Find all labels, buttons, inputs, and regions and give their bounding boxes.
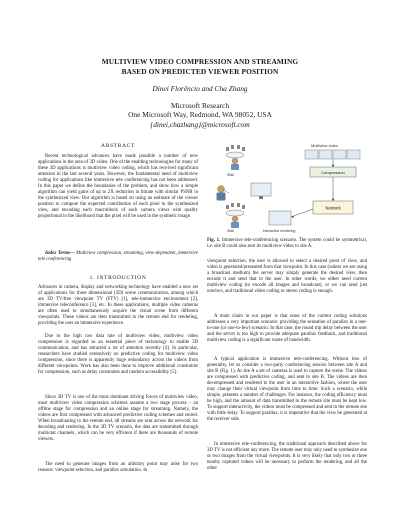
intro-paragraph-2: Due to the high raw data rate of multiview video, multiview video compression is regarded as an essential piece of technology to enable 3D communication, and has attracted a lot of attention recently [4]. In particular, researchers have studied extensively on predictive coding for multiview video compression, since there is apparently huge redundancy across the videos from different viewpoints. Work has also been done to improve additional constraints for compression, such as delay constraints and random accessibility [5]. <box>38 334 198 376</box>
index-terms-text: Multiview compression, streaming, view-dependent, immersive tele conferencing <box>38 251 198 263</box>
label-multiview-video: Multiview video <box>311 143 339 148</box>
abstract-body: Recent technological advances have made possible a number of new applications in the area of 3D video. One of the enabling technologies for many of these 3D applications is multiview video coding, which has received significant attention in the last several years. However, the fundamental need of multiview coding for applications like immersive tele conferencing has not been addressed. In this paper we define the boundaries of the problem, and show how a simple algorithm can yield gains of up to 2X reduction in bitrate with similar PSNR in the synthesized view. Our algorithm is based on using an estimate of the viewer position to compute the expected contribution of each pixel to the synthesized view, and encoding each macroblock of each camera views with quality proportional to the likelihood that the pixel will be used in the synthetic image. <box>38 154 198 220</box>
right-paragraph-2: A main claim in our paper is that none of the current coding solutions addresses a very important scenario: providing the sensation of parallax in a one-to-one (or one-to-few) scenario. In that case, the round trip delay between the user and the server is too high to provide adequate parallax feedback, and traditional multiview coding is a significant waste of bandwidth. <box>207 314 367 344</box>
intro-paragraph-1: Advances in camera, display and networking technology have enabled a new set of applications for three dimensional (3D) scene communication, among which are 3D TV/free viewpoint TV (FTV) [1], tele-immersive environment [2], immersive teleconference [3], etc. In these applications, multiple video cameras are often used to simultaneously acquire the visual scene from different viewpoints. These videos are then transmitted to the remote end for rendering, providing the user an immersive experience. <box>38 285 198 327</box>
label-stall-bottom: Stall <box>227 229 234 233</box>
arrowhead-compression-network <box>332 199 335 201</box>
label-interactive-rendering: Interactive rendering <box>262 229 296 233</box>
label-compression: Compression <box>321 169 345 175</box>
abstract-heading: ABSTRACT <box>100 143 136 149</box>
introduction-heading: 1. INTRODUCTION <box>89 275 147 281</box>
paper-title <box>40 57 360 76</box>
right-paragraph-1: viewpoint selection, the user is allowed to select a desired point of view, and video is generated/presented from that viewpoint. In this case (unless we are using a broadcast medium) the server may simply generate the desired view, then encode it and send that to the user. In other words, we either need current multiview coding (to encode all images and broadcast), or we can send just one/two, and traditional video coding or stereo coding is enough. <box>207 259 367 295</box>
affiliation-email: {dinei,chazhang}@microsoft.com <box>150 119 250 129</box>
figure-1-caption <box>207 238 367 250</box>
label-network: Network <box>325 205 341 211</box>
multiview-video-stack <box>305 150 360 159</box>
title-line-1: MULTIVIEW VIDEO COMPRESSION AND STREAMING <box>101 57 299 66</box>
index-terms <box>38 251 198 263</box>
caption-text: Immersive tele-conferencing scenario. The system could be symmetrical, i.e. site B could also sent its multiview video to site A. <box>207 238 368 250</box>
camera-rig-bottom <box>226 203 245 228</box>
display-left <box>251 183 271 199</box>
label-stall-top: Stall <box>227 173 234 177</box>
right-paragraph-4: In immersive tele-conferencing, the traditional approach described above for 3D TV is not efficient any more. The remote user may only need to synthesize one or two images from the virtual viewpoints. It is very likely that only two or three nearby captured videos will be necessary to perform the rendering, and all the other <box>207 442 367 472</box>
title-line-2: BASED ON PREDICTED VIEWER POSITION <box>121 66 279 76</box>
caption-label: Fig. 1. <box>207 238 221 243</box>
authors: Dinei Florêncio and Cha Zhang <box>152 84 248 93</box>
person-left <box>217 186 230 201</box>
figure-1 <box>207 141 367 233</box>
arrow-network-rendering <box>291 209 313 217</box>
affiliation-org: Microsoft Research <box>170 101 230 110</box>
rendering-display <box>269 211 291 225</box>
affiliation <box>40 101 360 129</box>
figure-1-diagram <box>207 141 367 233</box>
intro-paragraph-3: Since 3D TV is one of the most dominant driving forces of multiview video, most multiview video compression schemes assume a two stage process – an offline stage for compression and an online stage for streaming. Namely, the videos are first compressed with advanced predictive coding schemes and stored. When broadcasting to the remote end, all streams are sent across the network for decoding and rendering. In the 3D TV scenario, the data are transmitted through multicast channels, which can be very efficient if there are thousands of remote viewers. <box>38 395 198 443</box>
intro-paragraph-4: The need to generate images from an arbitrary point may arise for two reasons: viewpoint selection, and parallax simulation. In <box>38 462 198 474</box>
arrowhead-video-compression <box>332 165 335 167</box>
right-paragraph-3: A typical application is immersive tele-conferencing. Without loss of generality, let us consider a two-party conferencing session between site A and site B (Fig. 1). At site A a set of cameras is used to capture the scene. The videos are compressed with predictive coding, and sent to site B. The videos are then decompressed and rendered to the user in an interactive fashion, where the user may change their virtual viewpoint from time to time. Such a scenario, while simple, presents a number of challenges. For instance, the coding efficiency must be high, and the amount of data transmitted to the remote site must be kept low. To support interactivity, the videos must be compressed and sent to the remote site with little delay. To support parallax, it is imperative that the view be generated at the receiver side. <box>207 357 367 423</box>
camera-rig-top <box>226 145 245 170</box>
affiliation-address: One Microsoft Way, Redmond, WA 98052, USA <box>128 110 272 120</box>
index-terms-label: Index Terms— <box>45 251 75 256</box>
